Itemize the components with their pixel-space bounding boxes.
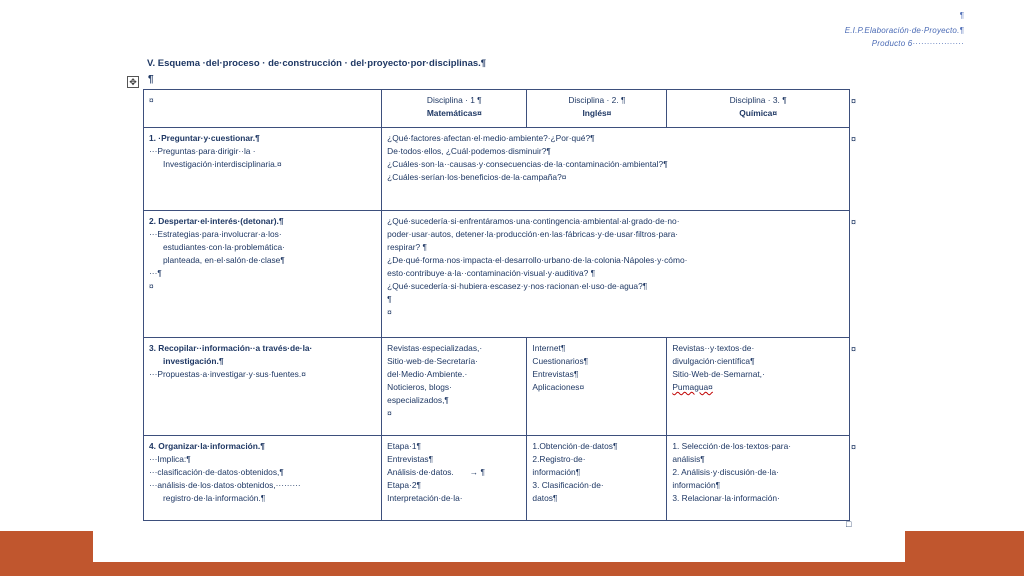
table-resize-handle-icon[interactable]: □	[846, 519, 852, 529]
organize-line: Etapa·1¶	[387, 441, 422, 451]
left-accent-band	[0, 531, 93, 576]
source-line: Sitio·Web·de·Semarnat,·	[672, 369, 765, 379]
question-line: esto·contribuye·a·la··contaminación·visual·y·auditiva? ¶	[387, 268, 596, 278]
discipline-label: Disciplina · 3. ¶	[729, 95, 787, 105]
step-note: ···clasificación·de·datos·obtenidos,¶	[149, 467, 284, 477]
question-line: De·todos·ellos, ¿Cuál·podemos·disminuir?¶	[387, 146, 551, 156]
table-row	[144, 338, 850, 436]
organize-line: 1. Selección·de·los·textos·para·	[672, 441, 792, 451]
question-line: ¿Qué·sucedería·si·enfrentáramos·una·contingencia·ambiental·al·grado·de·no·	[387, 216, 680, 226]
cell-mark: ¤	[149, 95, 154, 105]
source-line: Internet¶	[532, 343, 566, 353]
organize-line: Etapa·2¶	[387, 480, 422, 490]
step-note: ···¶	[149, 268, 162, 278]
organize-text: Análisis·de·datos.	[387, 467, 454, 477]
math-organize-cell[interactable]	[382, 436, 527, 521]
questions-cell[interactable]	[382, 128, 850, 211]
header-cell-chemistry[interactable]	[667, 90, 850, 128]
organize-line: 2. Análisis·y·discusión·de·la·	[672, 467, 779, 477]
chemistry-sources-cell[interactable]	[667, 338, 850, 436]
step-note: ···Propuestas·a·investigar·y·sus·fuentes.¤	[149, 369, 306, 379]
row-end-mark: ¤	[851, 344, 857, 354]
corner-cell[interactable]	[144, 90, 382, 128]
source-line: Noticieros, blogs·	[387, 382, 452, 392]
source-line: del·Medio·Ambiente.·	[387, 369, 468, 379]
question-line: ¿Cuáles·serían·los·beneficios·de·la·campaña?¤	[387, 172, 567, 182]
chemistry-organize-cell[interactable]	[667, 436, 850, 521]
step-cell[interactable]	[144, 128, 382, 211]
discipline-name: Matemáticas¤	[426, 108, 482, 118]
header-cell-math[interactable]	[382, 90, 527, 128]
paragraph-mark: ¶	[148, 74, 154, 85]
step-title: 2. Despertar·el·interés·(detonar).¶	[149, 216, 284, 226]
discipline-name: Química¤	[739, 108, 778, 118]
organize-line: Entrevistas¶	[387, 454, 434, 464]
source-line: Entrevistas¶	[532, 369, 579, 379]
source-line: especializados,¶	[387, 395, 449, 405]
organize-line: Interpretación·de·la·	[387, 493, 463, 503]
organize-line: información¶	[532, 467, 581, 477]
step-note: planteada, en·el·salón·de·clase¶	[163, 255, 285, 265]
organize-line: análisis¶	[672, 454, 705, 464]
step-title: 3. Recopilar··información··a través·de·la·	[149, 343, 313, 353]
organize-line: 3. Relacionar·la·información·	[672, 493, 780, 503]
step-note: ···Preguntas·para·dirigir··la ·	[149, 146, 256, 156]
question-line: poder·usar·autos, detener·la·producción·en·las·fábricas·y·de·usar·filtros·para·	[387, 229, 679, 239]
paragraph-mark: ¶	[480, 467, 485, 477]
discipline-label: Disciplina · 1 ¶	[426, 95, 482, 105]
step-note: ···Estrategias·para·involucrar·a·los·	[149, 229, 282, 239]
step-cell[interactable]	[144, 436, 382, 521]
bottom-accent-band	[93, 562, 905, 576]
source-line: Revistas·especializadas,·	[387, 343, 483, 353]
source-line: Pumagua¤	[672, 382, 713, 392]
discipline-label: Disciplina · 2. ¶	[568, 95, 626, 105]
row-end-mark: ¤	[851, 96, 857, 106]
header-cell-english[interactable]	[527, 90, 667, 128]
question-line: ¶	[387, 294, 392, 304]
source-line: divulgación·científica¶	[672, 356, 755, 366]
question-line: ¿De·qué·forma·nos·impacta·el·desarrollo·urbano·de·la·colonia·Nápoles·y·cómo·	[387, 255, 688, 265]
header-line-1: E.I.P.Elaboración·de·Proyecto.¶	[844, 26, 964, 35]
organize-line: información¶	[672, 480, 721, 490]
step-note: estudiantes·con·la·problemática·	[163, 242, 285, 252]
header-row	[144, 90, 850, 128]
question-line: ¿Qué·sucedería·si·hubiera·escasez·y·nos·racionan·el·uso·de·agua?¶	[387, 281, 648, 291]
discipline-name: Inglés¤	[582, 108, 612, 118]
step-note: ···Implica:¶	[149, 454, 191, 464]
cell-mark: ¤	[387, 307, 392, 317]
row-end-mark: ¤	[851, 134, 857, 144]
source-line: Revistas··y·textos·de·	[672, 343, 755, 353]
source-line: Aplicaciones¤	[532, 382, 585, 392]
step-note: registro·de·la·información.¶	[163, 493, 266, 503]
organize-line: datos¶	[532, 493, 558, 503]
english-organize-cell[interactable]	[527, 436, 667, 521]
cell-mark: ¤	[149, 281, 154, 291]
header-line-2: Producto 6··················	[871, 39, 964, 48]
step-cell[interactable]	[144, 211, 382, 338]
header-paragraph-mark: ¶	[959, 11, 964, 20]
organize-line: 2.Registro·de·	[532, 454, 586, 464]
step-title: 4. Organizar·la·información.¶	[149, 441, 265, 451]
step-note: Investigación·interdisciplinaria.¤	[163, 159, 282, 169]
english-sources-cell[interactable]	[527, 338, 667, 436]
row-end-mark: ¤	[851, 442, 857, 452]
math-sources-cell[interactable]	[382, 338, 527, 436]
question-line: ¿Qué·factores·afectan·el·medio·ambiente?·¿Por·qué?¶	[387, 133, 595, 143]
questions-cell[interactable]	[382, 211, 850, 338]
question-line: ¿Cuáles·son·la··causas·y·consecuencias·de·la·contaminación·ambiental?¶	[387, 159, 668, 169]
step-title: 1. ·Preguntar·y·cuestionar.¶	[149, 133, 260, 143]
table-row	[144, 128, 850, 211]
organize-line-with-tab	[387, 466, 521, 479]
organize-line: 1.Obtención·de·datos¶	[532, 441, 618, 451]
tab-arrow-icon: →	[469, 467, 479, 477]
table-row	[144, 436, 850, 521]
step-title-cont: investigación.¶	[163, 356, 224, 366]
source-line: Cuestionarios¶	[532, 356, 589, 366]
question-line: respirar? ¶	[387, 242, 428, 252]
table-move-handle-icon[interactable]: ✥	[127, 76, 139, 88]
section-title: V. Esquema ·del·proceso · de·construcción · del·proyecto·por·disciplinas.¶	[147, 58, 487, 69]
right-accent-band	[905, 531, 1024, 576]
organize-line: 3. Clasificación·de·	[532, 480, 604, 490]
row-end-mark: ¤	[851, 217, 857, 227]
table-row	[144, 211, 850, 338]
process-table	[143, 89, 850, 521]
step-cell[interactable]	[144, 338, 382, 436]
source-line: Sitio·web·de·Secretaría·	[387, 356, 478, 366]
cell-mark: ¤	[387, 408, 392, 418]
step-note: ···análisis·de·los·datos·obtenidos,·········	[149, 480, 301, 490]
